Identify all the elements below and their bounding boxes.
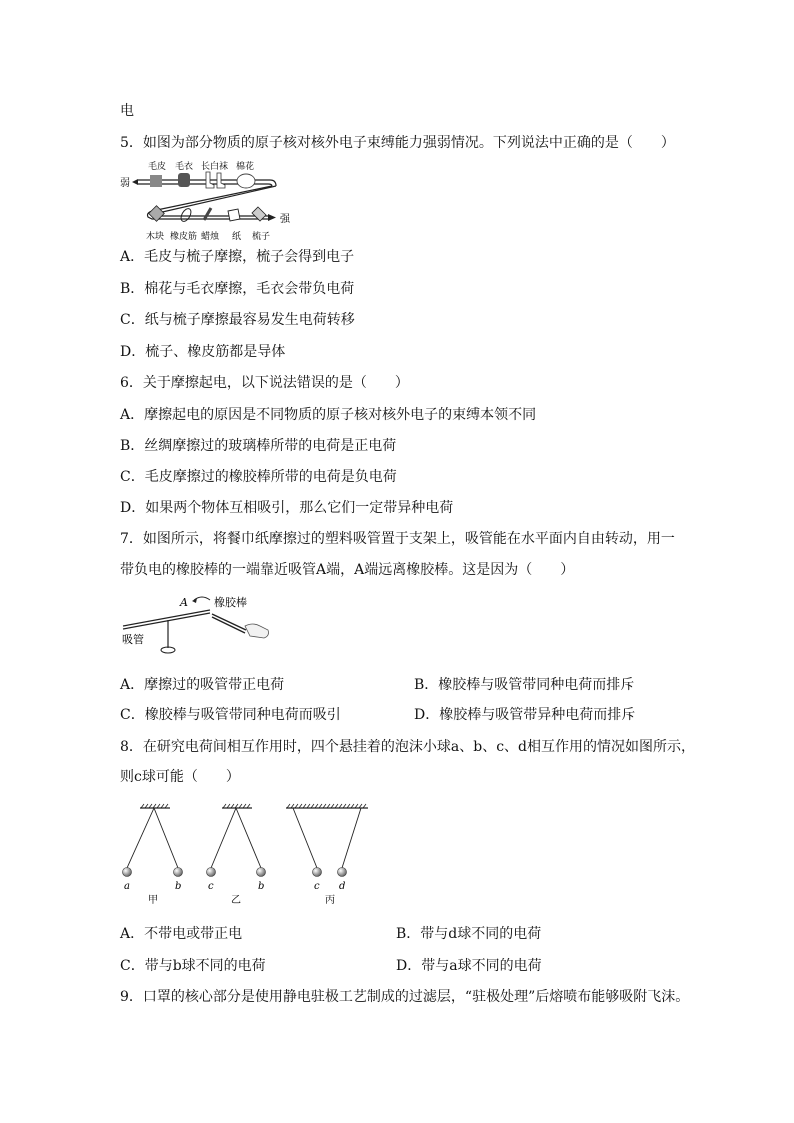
ball-b: [257, 868, 266, 877]
q8-ball-label: d: [339, 881, 346, 892]
q8-figure: [118, 800, 378, 910]
q7-label-a: A: [180, 596, 188, 609]
q8-group-bing: [286, 804, 368, 906]
hand-icon: [245, 624, 269, 638]
q5-option-a: A．毛皮与梳子摩擦，梳子会得到电子: [120, 249, 355, 265]
q6-option-a: A．摩擦起电的原因是不同物质的原子核对核外电子的束缚本领不同: [120, 407, 537, 423]
sweater-icon: [178, 173, 190, 187]
q5-top-item: 毛衣: [175, 162, 194, 172]
q5-bottom-item: 梳子: [252, 232, 271, 242]
q6-option-b: B．丝绸摩擦过的玻璃棒所带的电荷是正电荷: [120, 438, 397, 454]
q5-strong-label: 强: [280, 214, 290, 225]
paper-icon: [228, 209, 240, 221]
q7-option-b: B．橡胶棒与吸管带同种电荷而排斥: [414, 677, 635, 693]
q6-stem: 6．关于摩擦起电，以下说法错误的是（ ）: [120, 375, 409, 391]
ball-c: [207, 868, 216, 877]
q8-ball-label: b: [258, 881, 265, 892]
q5-top-item: 长白袜: [201, 162, 229, 172]
q5-bottom-item: 蜡烛: [201, 232, 220, 242]
q6-option-d: D．如果两个物体互相吸引，那么它们一定带异种电荷: [120, 500, 454, 516]
rubber-rod: [212, 614, 246, 630]
q7-stem-line2: 带负电的橡胶棒的一端靠近吸管A端，A端远离橡胶棒。这是因为（ ）: [120, 562, 575, 578]
q7-figure: [118, 590, 278, 660]
q8-caption-jia: 甲: [148, 895, 158, 906]
q7-option-d: D．橡胶棒与吸管带异种电荷而排斥: [414, 707, 636, 723]
q5-option-d: D．梳子、橡皮筋都是导体: [120, 344, 286, 360]
q8-ball-label: a: [124, 881, 130, 892]
q5-top-item: 棉花: [236, 162, 255, 172]
q5-arrow-left-icon: [132, 179, 138, 185]
q5-option-c: C．纸与梳子摩擦最容易发生电荷转移: [120, 312, 355, 328]
carry-line: 电: [120, 103, 134, 119]
cotton-icon: [237, 174, 255, 188]
ball-d: [338, 868, 347, 877]
q7-option-c: C．橡胶棒与吸管带同种电荷而吸引: [120, 707, 341, 723]
fur-icon: [150, 175, 162, 187]
q8-group-jia: [123, 804, 183, 906]
q7-option-a: A．摩擦过的吸管带正电荷: [120, 677, 285, 693]
q6-option-c: C．毛皮摩擦过的橡胶棒所带的电荷是负电荷: [120, 469, 397, 485]
q9-stem: 9．口罩的核心部分是使用静电驻极工艺制成的过滤层，“驻极处理”后熔喷布能够吸附飞沫。: [120, 989, 690, 1005]
straw: [123, 610, 210, 626]
q7-stem-line1: 7．如图所示，将餐巾纸摩擦过的塑料吸管置于支架上，吸管能在水平面内自由转动，用一: [120, 531, 675, 547]
ball-b: [174, 868, 183, 877]
q8-option-c: C．带与b球不同的电荷: [120, 958, 266, 974]
ball-c: [313, 868, 322, 877]
q5-bottom-item: 橡皮筋: [170, 232, 198, 242]
q8-ball-label: c: [314, 881, 320, 892]
q5-top-item: 毛皮: [148, 162, 167, 172]
q5-figure: [118, 155, 308, 245]
q7-label-straw: 吸管: [122, 633, 144, 646]
q8-option-b: B．带与d球不同的电荷: [396, 926, 542, 942]
q5-bottom-item: 木块: [146, 232, 165, 242]
q8-option-d: D．带与a球不同的电荷: [396, 958, 542, 974]
q5-weak-label: 弱: [120, 178, 130, 189]
q5-arrow-right-icon: [268, 214, 276, 221]
q8-caption-bing: 丙: [325, 895, 335, 906]
ball-a: [123, 868, 132, 877]
q8-caption-yi: 乙: [231, 895, 241, 906]
q8-ball-label: c: [208, 881, 214, 892]
rubber-band-icon: [179, 207, 193, 223]
q5-stem: 5．如图为部分物质的原子核对核外电子束缚能力强弱情况。下列说法中正确的是（ ）: [120, 135, 675, 151]
q8-ball-label: b: [175, 881, 182, 892]
q5-option-b: B．棉花与毛衣摩擦，毛衣会带负电荷: [120, 281, 355, 297]
q8-stem-line1: 8．在研究电荷间相互作用时，四个悬挂着的泡沫小球a、b、c、d相互作用的情况如图所示，: [120, 739, 696, 755]
q8-group-yi: [207, 804, 266, 906]
q5-bottom-item: 纸: [232, 232, 242, 242]
q7-label-rod: 橡胶棒: [214, 596, 247, 609]
q8-option-a: A．不带电或带正电: [120, 926, 243, 942]
q8-stem-line2: 则c球可能（ ）: [120, 769, 240, 785]
